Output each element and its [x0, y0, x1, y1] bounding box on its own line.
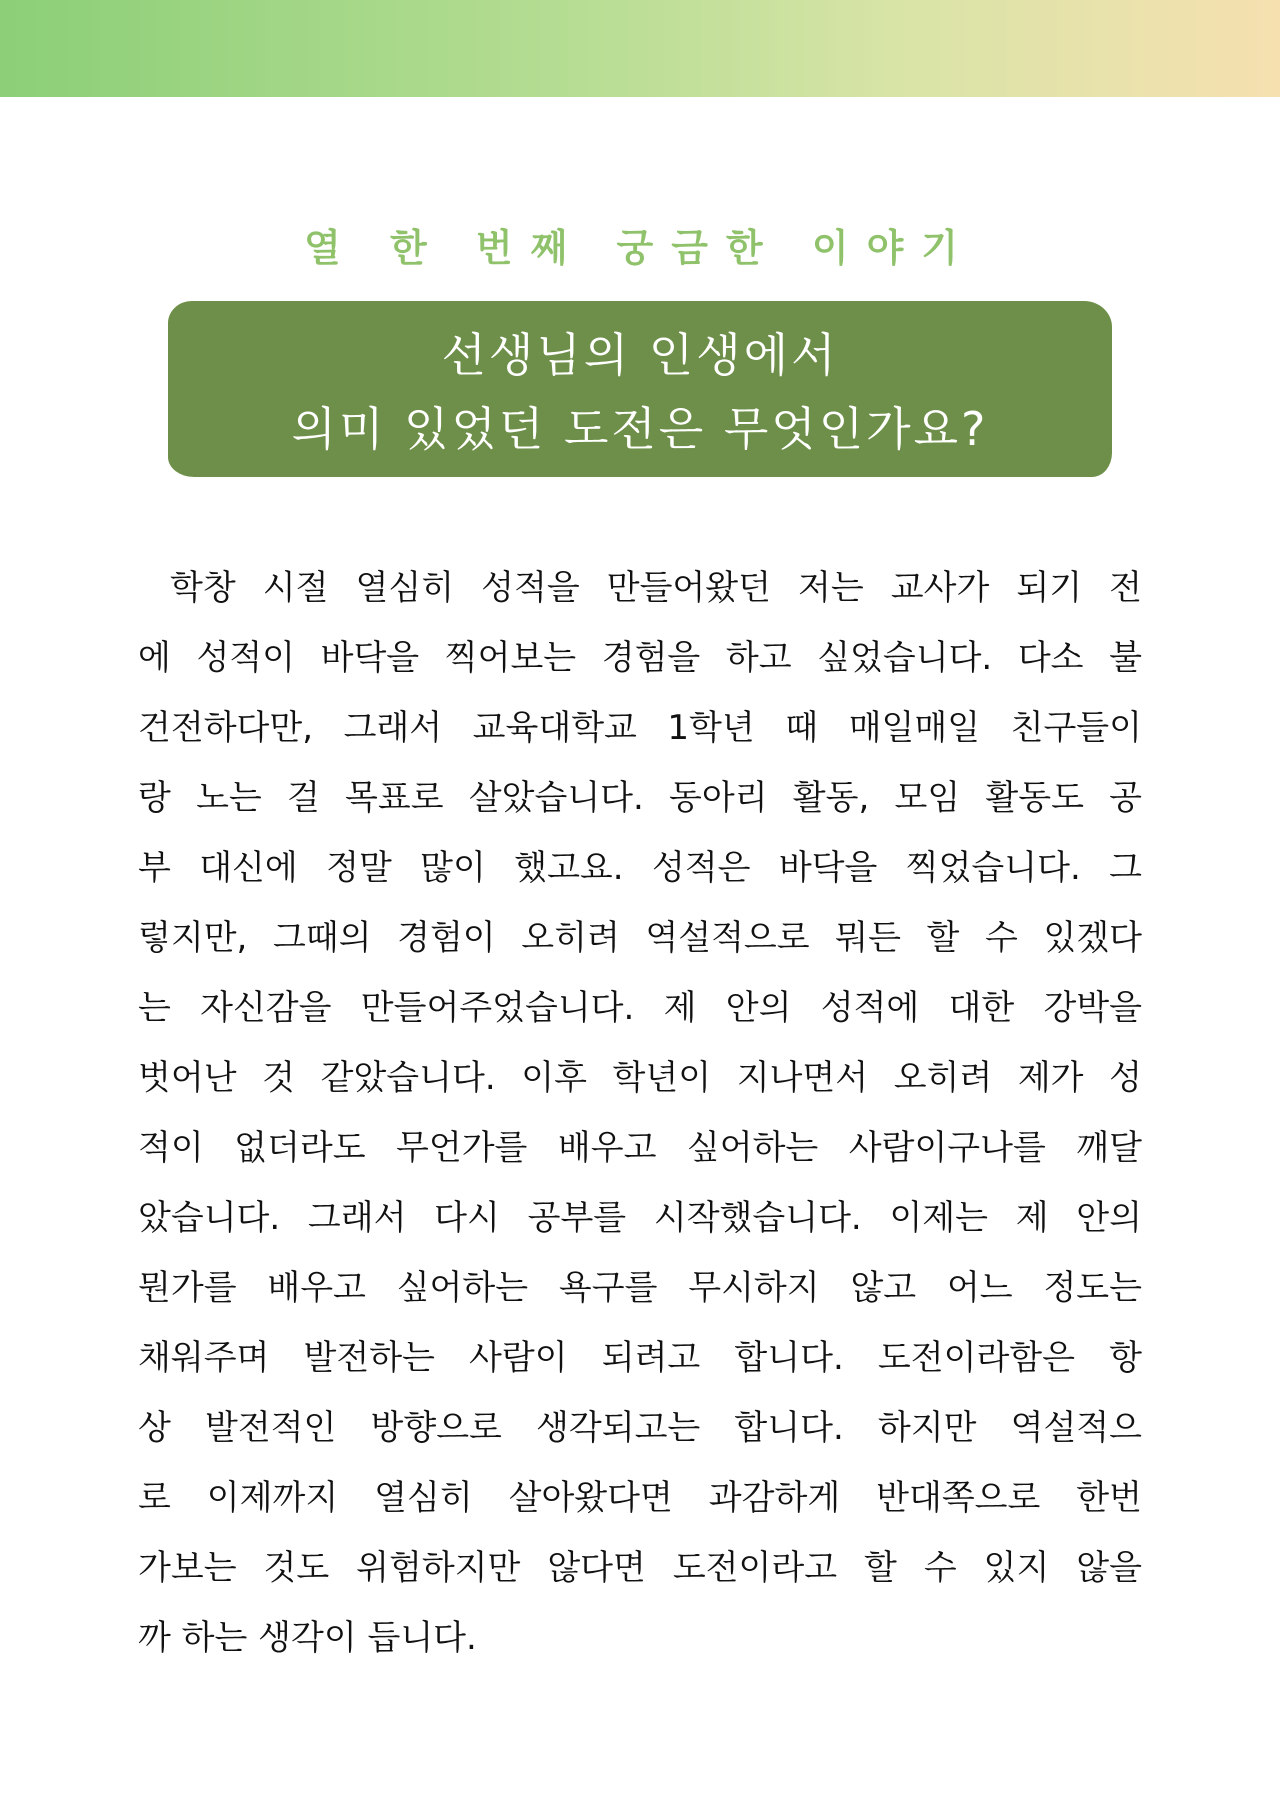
body-line: 부 대신에 정말 많이 했고요. 성적은 바닥을 찍었습니다. 그: [138, 848, 1142, 888]
body-line: 는 자신감을 만들어주었습니다. 제 안의 성적에 대한 강박을: [138, 988, 1142, 1028]
header-gradient-band: [0, 0, 1280, 97]
body-line: 렇지만, 그때의 경험이 오히려 역설적으로 뭐든 할 수 있겠다: [138, 918, 1142, 958]
body-line: 벗어난 것 같았습니다. 이후 학년이 지나면서 오히려 제가 성: [138, 1058, 1142, 1098]
body-line: 았습니다. 그래서 다시 공부를 시작했습니다. 이제는 제 안의: [138, 1198, 1142, 1238]
body-line: 에 성적이 바닥을 찍어보는 경험을 하고 싶었습니다. 다소 불: [138, 638, 1142, 678]
title-line-2: 의미 있었던 도전은 무엇인가요?: [291, 402, 989, 456]
body-line: 뭔가를 배우고 싶어하는 욕구를 무시하지 않고 어느 정도는: [138, 1268, 1142, 1308]
title-line-1: 선생님의 인생에서: [441, 328, 839, 382]
body-line: 학창 시절 열심히 성적을 만들어왔던 저는 교사가 되기 전: [170, 568, 1142, 608]
body-line: 로 이제까지 열심히 살아왔다면 과감하게 반대쪽으로 한번: [138, 1478, 1142, 1518]
body-line: 적이 없더라도 무언가를 배우고 싶어하는 사람이구나를 깨달: [138, 1128, 1142, 1168]
title-banner: [170, 303, 1110, 475]
body-line: 건전하다만, 그래서 교육대학교 1학년 때 매일매일 친구들이: [138, 708, 1142, 748]
body-paragraph: [138, 553, 1142, 1673]
body-line: 까 하는 생각이 듭니다.: [138, 1618, 477, 1658]
chapter-subtitle: 열 한 번째 궁금한 이야기: [304, 226, 976, 270]
body-line: 상 발전적인 방향으로 생각되고는 합니다. 하지만 역설적으: [138, 1408, 1142, 1448]
body-line: 랑 노는 걸 목표로 살았습니다. 동아리 활동, 모임 활동도 공: [138, 778, 1142, 818]
body-line: 채워주며 발전하는 사람이 되려고 합니다. 도전이라함은 항: [138, 1338, 1142, 1378]
body-line: 가보는 것도 위험하지만 않다면 도전이라고 할 수 있지 않을: [138, 1548, 1142, 1588]
